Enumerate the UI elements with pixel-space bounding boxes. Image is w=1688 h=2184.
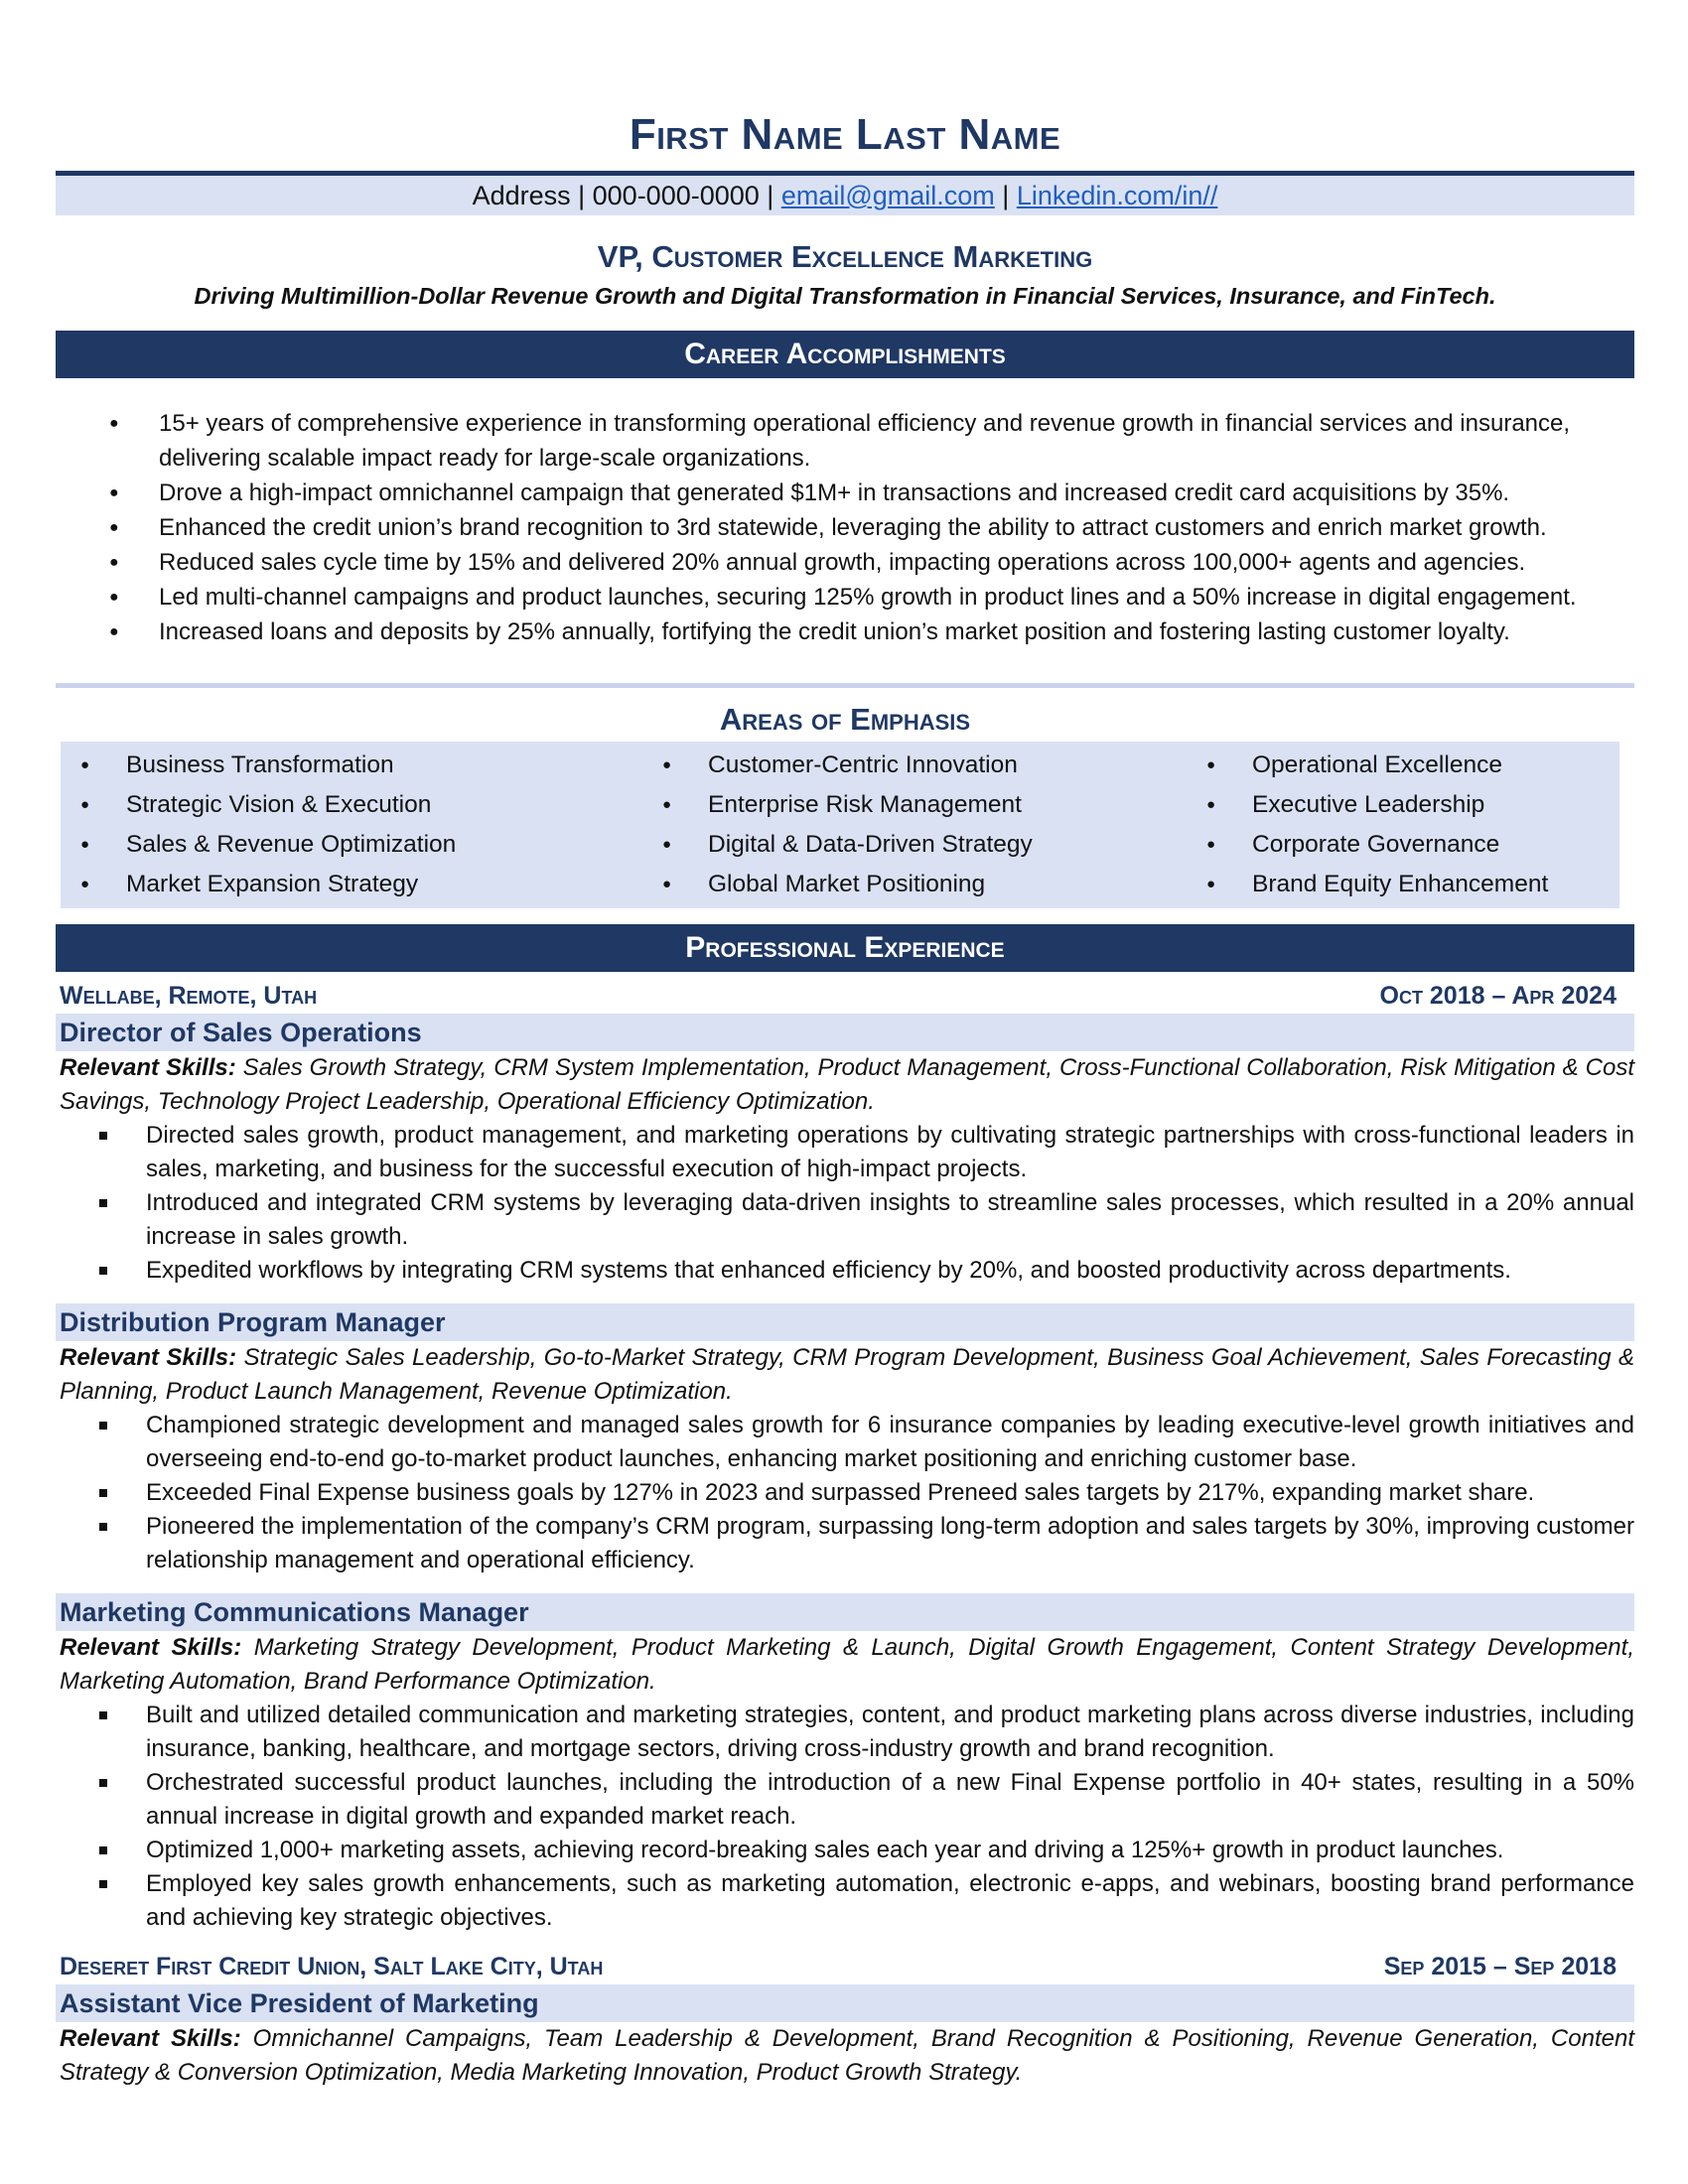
role-title: Director of Sales Operations xyxy=(56,1014,1634,1051)
skills-text: Omnichannel Campaigns, Team Leadership & Development, Brand Recognition & Positioning, Revenue Generation, Content Strategy & Conversion Optimization, Media Marketing Innovation, Product Growth Strategy. xyxy=(60,2025,1641,2086)
company-header xyxy=(56,1949,1634,1984)
relevant-skills xyxy=(56,1631,1641,1699)
list-item: ● Enhanced the credit union’s brand recognition to 3rd statewide, leveraging the ability to attract customers and enrich market growth. xyxy=(56,510,1634,545)
list-item: Introduced and integrated CRM systems by leveraging data-driven insights to streamline sales processes, which resulted in a 20% annual increase in sales growth. xyxy=(56,1186,1634,1254)
resume-page xyxy=(56,0,1641,2090)
list-item: ● Reduced sales cycle time by 15% and delivered 20% annual growth, impacting operations across 100,000+ agents and agencies. xyxy=(56,545,1634,580)
employment-dates: Sep 2015 – Sep 2018 xyxy=(1383,1953,1617,1980)
emphasis-item: ● Operational Excellence xyxy=(1187,746,1619,785)
section-areas-of-emphasis: Areas of Emphasis xyxy=(719,702,971,737)
contact-separator: | xyxy=(994,181,1017,210)
professional-title: VP, Customer Excellence Marketing xyxy=(597,239,1093,274)
emphasis-item: ● Digital & Data-Driven Strategy xyxy=(642,825,1187,865)
employment-dates: Oct 2018 – Apr 2024 xyxy=(1379,982,1617,1010)
contact-bar xyxy=(56,176,1634,215)
relevant-skills xyxy=(56,1051,1641,1119)
skills-text: Marketing Strategy Development, Product Marketing & Launch, Digital Growth Engagement, Content Strategy Development, Marketing Automation, Brand Performance Optimization. xyxy=(60,1634,1641,1695)
list-item: ● Led multi-channel campaigns and product launches, securing 125% growth in product lines and a 50% increase in digital engagement. xyxy=(56,580,1634,614)
emphasis-item: ● Sales & Revenue Optimization xyxy=(61,825,642,865)
list-item: Employed key sales growth enhancements, such as marketing automation, electronic e-apps, and webinars, boosting brand performance and achieving key strategic objectives. xyxy=(56,1867,1634,1935)
emphasis-item: ● Brand Equity Enhancement xyxy=(1187,865,1619,904)
accomplishments-list xyxy=(56,406,1634,649)
contact-address-phone: Address | 000-000-0000 | xyxy=(472,181,781,210)
candidate-name: First Name Last Name xyxy=(629,110,1061,159)
list-item: Pioneered the implementation of the company’s CRM program, surpassing long-term adoption and sales targets by 30%, improving customer relationship management and operational efficiency. xyxy=(56,1510,1634,1577)
email-link[interactable]: email@gmail.com xyxy=(780,181,995,210)
list-item: Built and utilized detailed communication and marketing strategies, content, and product marketing plans across diverse industries, including insurance, banking, healthcare, and mortgage sectors, driving cross-industry growth and brand recognition. xyxy=(56,1699,1634,1766)
emphasis-item: ● Enterprise Risk Management xyxy=(642,785,1187,825)
role-title: Distribution Program Manager xyxy=(56,1303,1634,1341)
skills-label: Relevant Skills: xyxy=(60,1344,237,1371)
emphasis-item: ● Market Expansion Strategy xyxy=(61,865,642,904)
role-bullets xyxy=(56,1409,1634,1577)
linkedin-link[interactable]: Linkedin.com/in// xyxy=(1016,181,1218,210)
role-bullets xyxy=(56,1119,1634,1288)
list-item: Championed strategic development and managed sales growth for 6 insurance companies by leading executive-level growth initiatives and overseeing end-to-end go-to-market product launches, enhancing market positioning and enriching customer base. xyxy=(56,1409,1634,1476)
role-title: Assistant Vice President of Marketing xyxy=(56,1984,1634,2022)
emphasis-item: ● Corporate Governance xyxy=(1187,825,1619,865)
role-bullets xyxy=(56,1699,1634,1935)
company-header xyxy=(56,978,1634,1014)
skills-text: Strategic Sales Leadership, Go-to-Market Strategy, CRM Program Development, Business Goal Achievement, Sales Forecasting & Planning, Product Launch Management, Revenue Optimization. xyxy=(60,1344,1641,1405)
company-name: Wellabe, Remote, Utah xyxy=(60,982,318,1010)
skills-text: Sales Growth Strategy, CRM System Implementation, Product Management, Cross-Functional Collaboration, Risk Mitigation & Cost Savings, Technology Project Leadership, Operational Efficiency Optimization. xyxy=(60,1054,1641,1115)
emphasis-item: ● Strategic Vision & Execution xyxy=(61,785,642,825)
list-item: ● Drove a high-impact omnichannel campaign that generated $1M+ in transactions and increased credit card acquisitions by 35%. xyxy=(56,476,1634,510)
list-item: ● 15+ years of comprehensive experience in transforming operational efficiency and revenue growth in financial services and insurance, delivering scalable impact ready for large-scale organizations. xyxy=(56,406,1634,476)
emphasis-grid xyxy=(61,742,1619,908)
section-career-accomplishments: Career Accomplishments xyxy=(56,331,1634,378)
emphasis-item: ● Customer-Centric Innovation xyxy=(642,746,1187,785)
list-item: Directed sales growth, product management, and marketing operations by cultivating strategic partnerships with cross-functional leaders in sales, marketing, and business for the successful execution of high-impact projects. xyxy=(56,1119,1634,1186)
relevant-skills xyxy=(56,1341,1641,1409)
emphasis-item: ● Global Market Positioning xyxy=(642,865,1187,904)
emphasis-item: ● Executive Leadership xyxy=(1187,785,1619,825)
relevant-skills xyxy=(56,2022,1641,2090)
section-professional-experience: Professional Experience xyxy=(56,924,1634,972)
list-item: ● Increased loans and deposits by 25% annually, fortifying the credit union’s market position and fostering lasting customer loyalty. xyxy=(56,614,1634,649)
list-item: Orchestrated successful product launches, including the introduction of a new Final Expense portfolio in 40+ states, resulting in a 50% annual increase in digital growth and expanded market reach. xyxy=(56,1766,1634,1834)
company-name: Deseret First Credit Union, Salt Lake City, Utah xyxy=(60,1953,604,1980)
list-item: Exceeded Final Expense business goals by 127% in 2023 and surpassed Preneed sales targets by 217%, expanding market share. xyxy=(56,1476,1634,1510)
skills-label: Relevant Skills: xyxy=(60,2025,241,2052)
list-item: Optimized 1,000+ marketing assets, achieving record-breaking sales each year and driving a 125%+ growth in product launches. xyxy=(56,1834,1634,1867)
role-title: Marketing Communications Manager xyxy=(56,1593,1634,1631)
list-item: Expedited workflows by integrating CRM systems that enhanced efficiency by 20%, and boosted productivity across departments. xyxy=(56,1254,1634,1288)
skills-label: Relevant Skills: xyxy=(60,1054,236,1081)
emphasis-item: ● Business Transformation xyxy=(61,746,642,785)
tagline: Driving Multimillion-Dollar Revenue Growth and Digital Transformation in Financial Services, Insurance, and FinTech. xyxy=(194,283,1496,309)
skills-label: Relevant Skills: xyxy=(60,1634,242,1661)
